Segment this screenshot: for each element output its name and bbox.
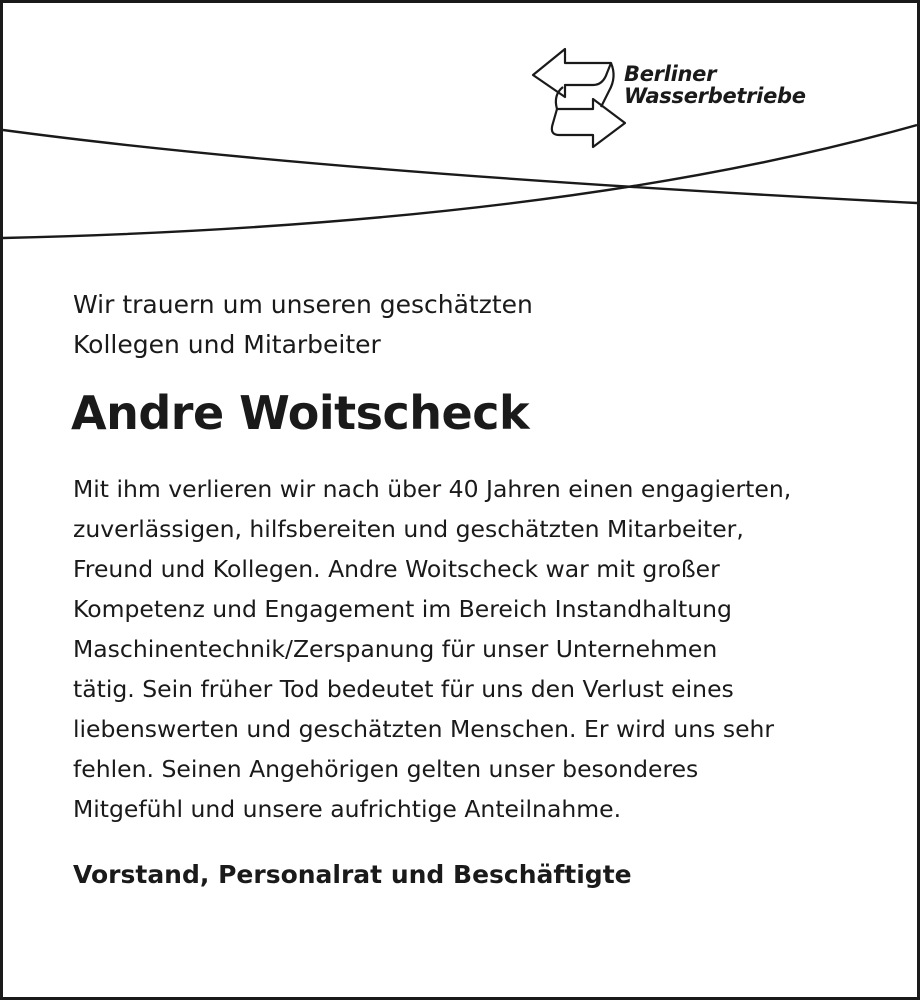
intro-line-1: Wir trauern um unseren geschätzten — [73, 290, 533, 319]
deceased-name: Andre Woitscheck — [71, 386, 530, 440]
body-line: fehlen. Seinen Angehörigen gelten unser besonderes — [73, 755, 699, 783]
brand-line-1: Berliner — [624, 62, 717, 86]
body-line: zuverlässigen, hilfsbereiten und geschätzten Mitarbeiter, — [73, 515, 744, 543]
intro-line-2: Kollegen und Mitarbeiter — [73, 330, 381, 359]
brand-name — [624, 63, 806, 107]
intro-text — [73, 285, 853, 365]
body-text — [73, 469, 893, 829]
signature: Vorstand, Personalrat und Beschäftigte — [73, 860, 632, 889]
body-line: liebenswerten und geschätzten Menschen. Er wird uns sehr — [73, 715, 775, 743]
body-line: Freund und Kollegen. Andre Woitscheck war mit großer — [73, 555, 720, 583]
body-line: tätig. Sein früher Tod bedeutet für uns den Verlust eines — [73, 675, 734, 703]
body-line: Maschinentechnik/Zerspanung für unser Unternehmen — [73, 635, 718, 663]
body-line: Mitgefühl und unsere aufrichtige Anteilnahme. — [73, 795, 622, 823]
body-line: Mit ihm verlieren wir nach über 40 Jahren einen engagierten, — [73, 475, 792, 503]
double-arrow-logo-icon — [531, 47, 626, 151]
brand-line-2: Wasserbetriebe — [624, 84, 806, 108]
body-line: Kompetenz und Engagement im Bereich Instandhaltung — [73, 595, 732, 623]
berliner-wasserbetriebe-logo — [531, 47, 851, 151]
